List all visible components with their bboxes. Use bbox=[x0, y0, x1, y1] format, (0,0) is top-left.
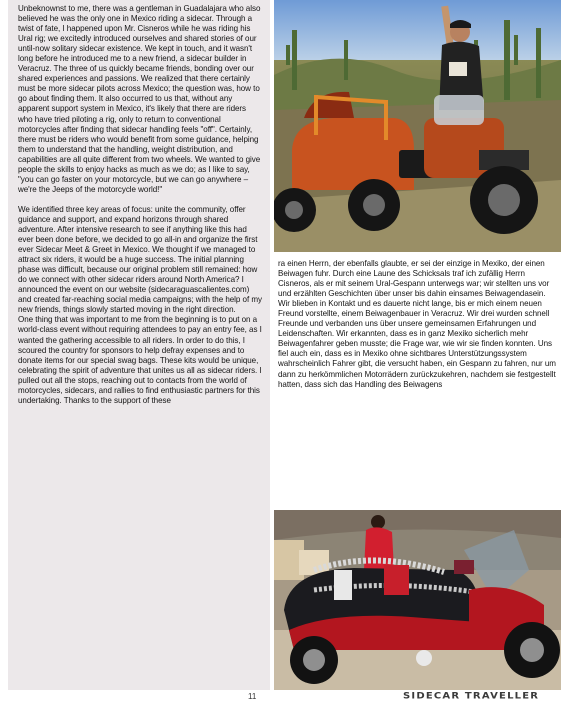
left-paragraph-3: One thing that was important to me from the beginning is to put on a world-class event without requiring attendees to pay an entry fee, as I wanted the gathering accessible to all riders. In order to do this, I scoured the country for sponsors to help defray expenses and to donate items for our special swag bags. These kits would be unique, celebrating the spirit of adventure that unites us all as sidecar riders. I pulled out all the stops, reaching out to contacts from the world of motorcycles, sidecars, and rallies to find enthusiastic partners for this undertaking. Thanks to the support of these bbox=[18, 315, 262, 405]
right-text-column bbox=[278, 259, 556, 390]
photo-decorated-red-sidecar bbox=[274, 510, 561, 690]
left-text-column bbox=[8, 0, 270, 690]
left-paragraph-1: Unbeknownst to me, there was a gentleman in Guadalajara who also believed he was the only one in Mexico riding a sidecar. Through a twist of fate, I happened upon Mr. Cisneros while he was riding his Ural rig; we excitedly introduced ourselves and shared stories of our until-now solitary sidecar existence. We kept in touch, and it wasn't long before he introduced me to a new friend, a sidecar builder in Veracruz. The three of us quickly became friends, bonding over our shared experiences and passions. We realized that there certainly must be more sidecar pilots across Mexico; the question was, how to go about finding them. It also occurred to us that, without any apparent support system in Mexico, it's likely that there are riders who have tried piloting a rig, only to return to conventional motorcycles after finding that sidecar handling feels "off". Certainly, there must be riders who would benefit from some guidance, helping them to understand that the handling, weight distribution, and capabilities are all quite different from two wheels. We wanted to give people the skills to enjoy hacks as much as we do; as I like to say, "you can go faster on your motorcycle, but we can go anywhere – we're the Jeeps of the motorcycle world!" bbox=[18, 4, 261, 194]
page-number: 11 bbox=[248, 692, 257, 701]
magazine-name: SIDECAR TRAVELLER bbox=[403, 691, 540, 702]
left-paragraph-2: We identified three key areas of focus: unite the community, offer guidance and support, and expand horizons through shared adventure. After intensive research to see if anything like this had ever been done before, we decided to go all-in and organize the first ever Sidecar Meet & Greet in Mexico. We thought if we managed to attract six riders, it would be a huge success. The initial planning phase was difficult, because our original problem still remained: how do we connect with other sidecar riders around North America? I announced the event on our website (sidecaraguascalientes.com) and created far-reaching social media campaigns; with the help of my new friends, things slowly started moving in the right direction. bbox=[18, 204, 262, 315]
photo-ural-sidecar-rider bbox=[274, 0, 561, 252]
right-paragraph-1: ra einen Herrn, der ebenfalls glaubte, er sei der einzige in Mexiko, der einen Beiwagen fuhr. Durch eine Laune des Schicksals traf ich zufällig Herrn Cisneros, als er mit seinem Ural-Gespann unterwegs war; wir stellten uns vor und erzählten Geschichten über unser bis dahin einsames Beiwagendasein. Wir blieben in Kontakt und es dauerte nicht lange, bis er mich einem neuen Freund vorstellte, einem Beiwagenbauer in Veracruz. Wir drei wurden schnell Freunde und verbanden uns über unsere gemeinsamen Erfahrungen und Leidenschaften. Wir erkannten, dass es in ganz Mexiko sicherlich mehr Beiwagenfahrer geben musste; die Frage war, wie wir sie finden konnten. Uns fiel auch ein, dass es in Mexiko ohne sichtbares Unterstützungssystem wahrscheinlich Fahrer gibt, die versucht haben, ein Gespann zu fahren, nur um dann zu herkömmlichen Motorrädern zurückzukehren, nachdem sie festgestellt hatten, dass sich das Handling des Beiwagens bbox=[278, 259, 556, 389]
